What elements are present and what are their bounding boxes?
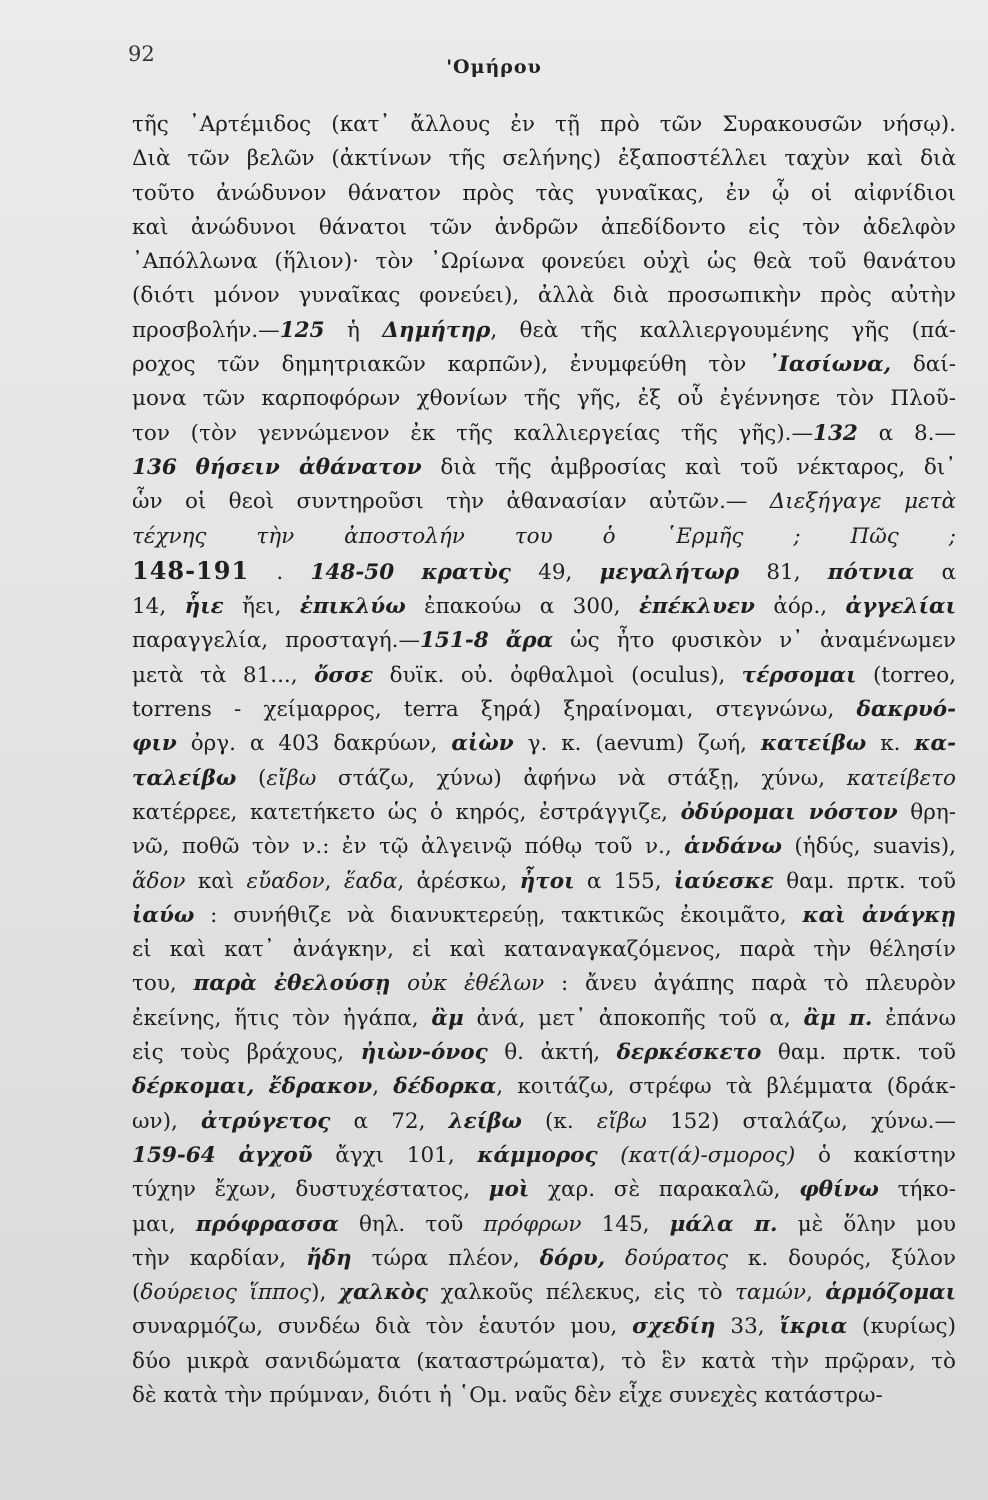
- text-line: [132, 865, 956, 899]
- emphasized-term: ἐπικλύω: [299, 594, 406, 620]
- text-run: ἤει,: [223, 594, 300, 620]
- text-run: θρη-: [897, 799, 956, 825]
- text-run: καὶ ἀνώδυνοι θάνατοι τῶν ἀνδρῶν ἀπεδίδοντο εἰς τὸν ἀδελφὸν: [132, 214, 956, 240]
- text-run: [390, 971, 407, 996]
- text-run: ὧν οἱ θεοὶ συντηροῦσι τὴν ἀθανασίαν αὐτῶν.—: [132, 489, 770, 515]
- text-run: δύο μικρὰ σανιδώματα (καταστρώματα), τὸ ἓν κατὰ τὴν πρῷραν, τὸ: [132, 1348, 956, 1374]
- text-run: θηλ. τοῦ: [338, 1211, 484, 1237]
- emphasized-term: ἅδον: [132, 868, 186, 894]
- text-line: [132, 177, 956, 211]
- text-run: ὁ κακίστην: [795, 1142, 956, 1168]
- text-run: κ. δουρός, ξύλον: [728, 1245, 956, 1271]
- text-run: τοῦτο ἀνώδυνον θάνατον πρὸς τὰς γυναῖκας, ἐν ᾧ οἱ αἰφνίδιοι: [132, 180, 956, 206]
- text-run: δὲ κατὰ τὴν πρύμναν, διότι ἡ ῾Ομ. ναῦς δὲν εἶχε συνεχὲς κατάστρω-: [132, 1382, 883, 1408]
- text-line: [132, 451, 956, 485]
- emphasized-term: καὶ ἀνάγκῃ: [802, 902, 956, 928]
- text-run: α 8.—: [857, 420, 956, 446]
- text-run: 145,: [581, 1211, 670, 1237]
- text-line: [132, 1276, 956, 1310]
- text-run: .: [249, 559, 311, 585]
- text-run: ),: [311, 1280, 339, 1306]
- text-run: (torreo,: [856, 662, 956, 688]
- text-line: [132, 245, 956, 279]
- emphasized-term: τέρσομαι: [741, 662, 857, 688]
- emphasized-term: ταμών: [735, 1280, 807, 1306]
- text-run: τύχην ἔχων, δυστυχέστατος,: [132, 1177, 489, 1203]
- text-run: θαμ. πρτκ. τοῦ: [773, 868, 956, 894]
- emphasized-term: δερκέσκετο: [616, 1040, 762, 1066]
- text-run: [216, 1143, 239, 1168]
- emphasized-term: 136: [132, 454, 177, 480]
- running-title: 'Ομήρου: [446, 56, 542, 78]
- text-line: [132, 382, 956, 416]
- text-line: [132, 1105, 956, 1139]
- text-run: α 72,: [330, 1108, 449, 1134]
- text-run: ἐκείνης, ἥτις τὸν ἠγάπα,: [132, 1005, 432, 1031]
- text-run: τον (τὸν γεννώμενον ἐκ τῆς καλλιεργείας τῆς γῆς).—: [132, 420, 814, 446]
- text-line: [132, 693, 956, 727]
- emphasized-term: δέδορκα: [393, 1074, 497, 1100]
- emphasized-term: αἰὼν: [451, 731, 514, 757]
- text-run: , κοιτάζω, στρέφω τὰ βλέμματα (δράκ-: [496, 1074, 956, 1100]
- text-run: ,: [372, 1074, 394, 1100]
- emphasized-term: ἰαύεσκε: [673, 868, 774, 894]
- text-run: , θεὰ τῆς καλλιεργουμένης γῆς (πά-: [490, 317, 956, 343]
- emphasized-term: ᾿Ιασίωνα,: [768, 352, 892, 378]
- text-run: ροχος τῶν δημητριακῶν καρπῶν), ἐνυμφεύθη τὸν: [132, 352, 769, 378]
- emphasized-term: 125: [279, 317, 325, 343]
- text-run: (ἡδύς, suavis),: [781, 834, 956, 860]
- emphasized-term: κάμμορος: [477, 1142, 598, 1168]
- emphasized-term: δόρυ,: [539, 1245, 606, 1271]
- page-number: 92: [128, 42, 155, 66]
- text-line: [132, 590, 956, 624]
- emphasized-term: 148-50: [310, 559, 395, 585]
- text-run: νῶ, ποθῶ τὸν ν.: ἐν τῷ ἀλγεινῷ πόθῳ τοῦ ν.,: [132, 834, 685, 860]
- emphasized-term: μοὶ: [488, 1177, 530, 1203]
- emphasized-term: ἀτρύγετος: [200, 1108, 331, 1134]
- text-run: διὰ τῆς ἀμβροσίας καὶ τοῦ νέκταρος, δι᾿: [421, 454, 956, 480]
- emphasized-term: ἁρμόζομαι: [825, 1280, 956, 1306]
- text-run: (κ.: [521, 1108, 597, 1134]
- text-run: προσβολήν.—: [132, 317, 280, 343]
- text-run: καὶ: [185, 868, 247, 894]
- emphasized-term: ἄρα: [505, 628, 554, 654]
- text-line: [132, 485, 956, 519]
- emphasized-term: κατείβετο: [846, 765, 956, 791]
- emphasized-term: ἐπέκλυεν: [638, 594, 755, 620]
- emphasized-term: πρόφρασσα: [195, 1211, 339, 1237]
- emphasized-term: ὀδύρομαι νόστον: [680, 799, 898, 825]
- text-run: ᾿Απόλλωνα (ἥλιον)· τὸν ᾿Ωρίωνα φονεύει οὐχὶ ὡς θεὰ τοῦ θανάτου: [132, 249, 956, 275]
- text-line: [132, 1173, 956, 1207]
- text-run: [598, 1143, 621, 1168]
- text-run: (κυρίως): [847, 1314, 956, 1340]
- emphasized-term: οὐκ ἐθέλων: [407, 971, 545, 997]
- text-run: (: [132, 1280, 141, 1306]
- text-run: στάζω, χύνω) ἀφήνω νὰ στάξῃ, χύνω,: [316, 765, 847, 791]
- emphasized-term: μεγαλήτωρ: [599, 559, 740, 585]
- emphasized-term: ἁνδάνω: [684, 834, 782, 860]
- emphasized-term: χαλκὸς: [338, 1280, 429, 1306]
- text-line: [132, 142, 956, 176]
- text-run: θ. ἀκτή,: [487, 1040, 617, 1066]
- text-run: [177, 455, 196, 480]
- text-run: ἐπάνω: [872, 1005, 956, 1031]
- text-run: ὀργ. α 403 δακρύων,: [176, 731, 452, 757]
- emphasized-term: μάλα π.: [669, 1211, 778, 1237]
- emphasized-term: ἧιε: [184, 594, 224, 620]
- emphasized-term: δούρατος: [625, 1245, 729, 1271]
- emphasized-term: δέρκομαι,: [132, 1074, 255, 1100]
- emphasized-term: παρὰ ἐθελούσῃ: [193, 971, 391, 997]
- emphasized-term: ἕαδα: [343, 868, 398, 894]
- text-line: [132, 624, 956, 658]
- emphasized-term: κα-: [914, 731, 956, 757]
- text-run: συναρμόζω, συνδέω διὰ τὸν ἑαυτόν μου,: [132, 1314, 633, 1340]
- emphasized-term: θήσειν ἀθάνατον: [195, 454, 422, 480]
- text-line: [132, 796, 956, 830]
- text-run: μονα τῶν καρποφόρων χθονίων τῆς γῆς, ἐξ οὗ ἐγέννησε τὸν Πλοῦ-: [132, 386, 956, 412]
- text-line: [132, 899, 956, 933]
- emphasized-term: Διεξήγαγε μετὰ: [769, 489, 956, 515]
- text-line: [132, 417, 956, 451]
- text-run: μὲ ὅλην μου: [777, 1211, 956, 1237]
- emphasized-term: πρόφρων: [483, 1211, 582, 1237]
- text-line: [132, 1242, 956, 1276]
- text-line: [132, 1139, 956, 1173]
- text-run: τὴν καρδίαν,: [132, 1245, 307, 1271]
- text-run: θαμ. πρτκ. τοῦ: [761, 1040, 956, 1066]
- text-run: τῆς ᾿Αρτέμιδος (κατ᾿ ἄλλους ἐν τῇ πρὸ τῶν Συρακουσῶν νήσῳ).: [132, 112, 956, 137]
- emphasized-term: φιν: [132, 731, 177, 757]
- text-run: ἄγχι 101,: [312, 1142, 478, 1168]
- text-line: [132, 727, 956, 761]
- text-line: [132, 1036, 956, 1070]
- text-run: 152) σταλάζω, χύνω.—: [646, 1108, 956, 1134]
- text-run: δυϊκ. οὐ. ὀφθαλμοὶ (oculus),: [373, 662, 742, 688]
- text-run: ,: [806, 1280, 826, 1306]
- emphasized-term: ἀγγελίαι: [845, 594, 956, 620]
- text-run: ἡ: [324, 317, 383, 343]
- emphasized-term: ἴκρια: [779, 1314, 848, 1340]
- text-run: 14,: [132, 594, 185, 620]
- emphasized-term: φθίνω: [799, 1177, 879, 1203]
- text-run: ,: [324, 868, 344, 894]
- commentary-text: [132, 108, 956, 1413]
- text-run: ἀνά, μετ᾿ ἀποκοπῆς τοῦ α,: [463, 1005, 804, 1031]
- text-run: μετὰ τὰ 81...,: [132, 662, 315, 688]
- text-run: ἐπακούω α 300,: [405, 594, 639, 620]
- emphasized-term: ἂμ π.: [803, 1005, 873, 1031]
- emphasized-term: δακρυό-: [856, 697, 956, 723]
- emphasized-term: 132: [813, 420, 858, 446]
- emphasized-term: ὄσσε: [314, 662, 374, 688]
- text-run: [605, 1246, 625, 1271]
- emphasized-term: ἔδρακον: [268, 1074, 373, 1100]
- text-run: torrens - χείμαρρος, terra ξηρά) ξηραίνομαι, στεγνώνω,: [132, 697, 857, 723]
- emphasized-term: δούρειος ἵππος: [140, 1280, 312, 1306]
- text-run: Διὰ τῶν βελῶν (ἀκτίνων τῆς σελήνης) ἐξαποστέλλει ταχὺν καὶ διὰ: [132, 146, 956, 172]
- text-run: [489, 628, 506, 653]
- emphasized-term: 148-191: [132, 555, 250, 585]
- text-line: [132, 933, 956, 967]
- text-run: εἰ καὶ κατ᾿ ἀνάγκην, εἰ καὶ καταναγκαζόμενος, παρὰ τὴν θέλησίν: [132, 937, 956, 963]
- text-run: του,: [132, 971, 194, 997]
- text-run: ὡς ἦτο φυσικὸν ν᾿ ἀναμένωμεν: [553, 628, 956, 654]
- emphasized-term: σχεδίη: [632, 1314, 716, 1340]
- text-line: [132, 554, 956, 590]
- emphasized-term: 151-8: [419, 628, 489, 654]
- text-run: τώρα πλέον,: [351, 1245, 540, 1271]
- emphasized-term: εἴβω: [596, 1108, 647, 1134]
- text-run: : ἄνευ ἀγάπης παρὰ τὸ πλευρὸν: [544, 971, 956, 997]
- emphasized-term: ταλείβω: [132, 765, 237, 791]
- text-line: [132, 967, 956, 1001]
- text-run: τήκο-: [878, 1177, 956, 1203]
- text-run: (: [236, 765, 267, 791]
- text-line: [132, 830, 956, 864]
- text-run: [394, 560, 421, 585]
- text-line: [132, 762, 956, 796]
- text-line: [132, 1379, 956, 1413]
- text-line: [132, 1345, 956, 1379]
- text-run: γ. κ. (aevum) ζωή,: [513, 731, 761, 757]
- emphasized-term: πότνια: [827, 559, 915, 585]
- text-line: [132, 659, 956, 693]
- text-run: 49,: [510, 559, 600, 585]
- text-line: [132, 1002, 956, 1036]
- emphasized-term: τέχνης τὴν ἀποστολήν του ὁ ῾Ερμῆς ; Πῶς ;: [132, 523, 956, 549]
- text-line: [132, 1310, 956, 1344]
- emphasized-term: ἠιὼν-όνος: [360, 1040, 488, 1066]
- text-line: [132, 520, 956, 554]
- emphasized-term: κρατὺς: [421, 559, 511, 585]
- emphasized-term: κατείβω: [760, 731, 867, 757]
- text-line: [132, 1070, 956, 1104]
- emphasized-term: ἀγχοῦ: [238, 1142, 313, 1168]
- text-run: χαρ. σὲ παρακαλῶ,: [529, 1177, 800, 1203]
- text-run: κ.: [866, 731, 915, 757]
- emphasized-term: ἰαύω: [132, 902, 195, 928]
- text-run: 81,: [739, 559, 828, 585]
- emphasized-term: εὔαδον: [246, 868, 325, 894]
- text-run: , ἀρέσκω,: [397, 868, 520, 894]
- text-run: δαί-: [891, 352, 956, 378]
- text-line: [132, 279, 956, 313]
- text-run: ων),: [132, 1108, 201, 1134]
- emphasized-term: ἤδη: [306, 1245, 352, 1271]
- text-run: α: [914, 559, 956, 585]
- emphasized-term: ἂμ: [431, 1005, 464, 1031]
- emphasized-term: εἴβω: [266, 765, 317, 791]
- emphasized-term: (κατ(ά)-σμορος): [620, 1142, 796, 1168]
- text-run: ἀόρ.,: [754, 594, 846, 620]
- text-run: [254, 1074, 268, 1099]
- text-line: [132, 314, 956, 348]
- text-run: 33,: [715, 1314, 780, 1340]
- text-run: : συνήθιζε νὰ διανυκτερεύῃ, τακτικῶς ἐκοιμᾶτο,: [194, 902, 803, 928]
- text-line: [132, 1208, 956, 1242]
- text-run: κατέρρεε, κατετήκετο ὡς ὁ κηρός, ἐστράγγιζε,: [132, 799, 681, 825]
- emphasized-term: ἦτοι: [519, 868, 575, 894]
- text-run: εἰς τοὺς βράχους,: [132, 1040, 361, 1066]
- text-run: (διότι μόνον γυναῖκας φονεύει), ἀλλὰ διὰ προσωπικὴν πρὸς αὐτὴν: [132, 283, 956, 309]
- text-run: α 155,: [574, 868, 674, 894]
- text-run: χαλκοῦς πέλεκυς, εἰς τὸ: [428, 1280, 736, 1306]
- text-run: μαι,: [132, 1211, 196, 1237]
- text-line: [132, 211, 956, 245]
- text-run: παραγγελία, προσταγή.—: [132, 628, 420, 654]
- emphasized-term: 159-64: [132, 1142, 216, 1168]
- emphasized-term: λείβω: [448, 1108, 522, 1134]
- text-line: [132, 108, 956, 142]
- text-line: [132, 348, 956, 382]
- emphasized-term: Δημήτηρ: [382, 317, 491, 343]
